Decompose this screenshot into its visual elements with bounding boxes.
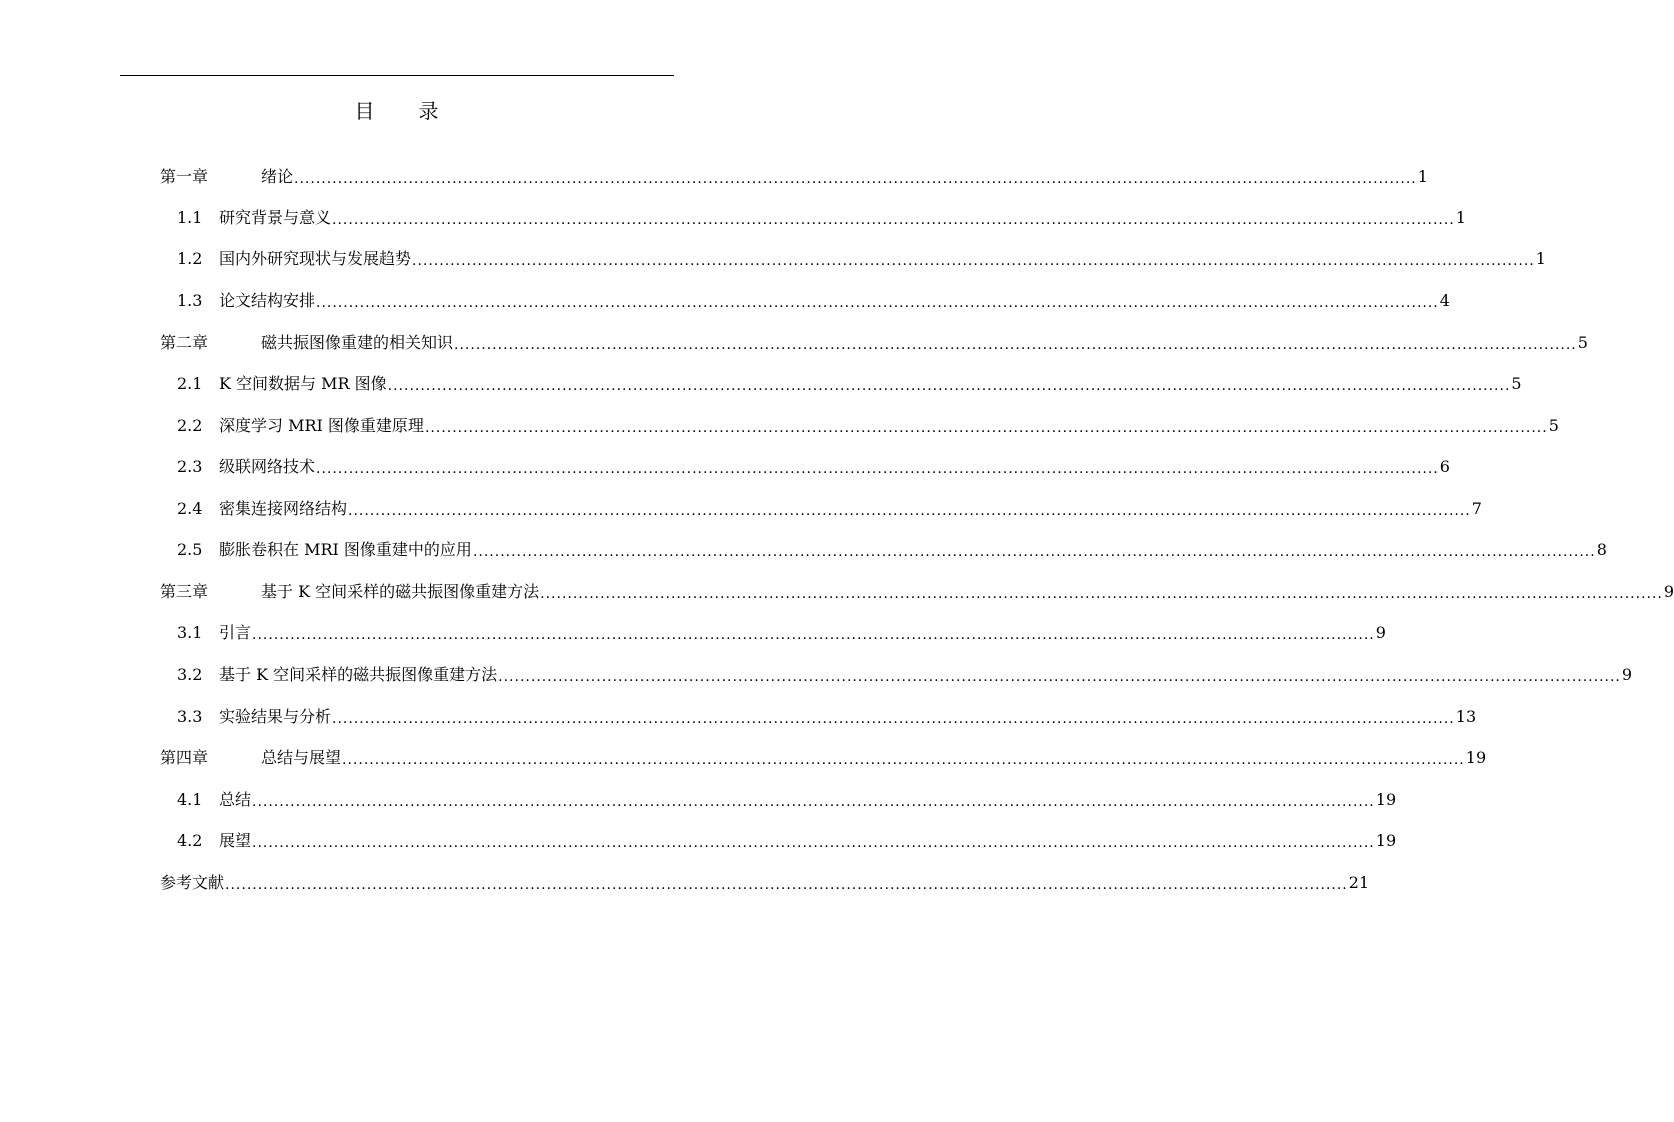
toc-entry-page: 19	[1375, 790, 1397, 809]
toc-entry-title: 级联网络技术	[219, 457, 316, 476]
toc-entry-page: 9	[1663, 582, 1674, 601]
toc-entry-page: 1	[1417, 167, 1428, 186]
toc-entry-page: 7	[1471, 499, 1482, 518]
toc-entry-title: 基于 K 空间采样的磁共振图像重建方法	[261, 582, 540, 601]
toc-entry-page: 1	[1455, 208, 1466, 227]
toc-entry-title: 总结与展望	[261, 748, 342, 767]
dot-leader: ..............................................................................................................................................................................................................	[387, 378, 1511, 394]
toc-entry-page: 9	[1375, 623, 1386, 642]
toc-entry-title: 实验结果与分析	[219, 707, 332, 726]
toc-entry-number: 3.1	[177, 623, 203, 642]
dot-leader: ..............................................................................................................................................................................................................	[540, 586, 1663, 602]
toc-entry[interactable]	[177, 654, 1633, 696]
dot-leader: ..............................................................................................................................................................................................................	[412, 253, 1535, 269]
toc-entry-page: 21	[1348, 873, 1370, 892]
toc-entry[interactable]	[177, 363, 1522, 405]
toc-entry-number: 2.3	[177, 457, 203, 476]
dot-leader: ..............................................................................................................................................................................................................	[472, 544, 1596, 560]
toc-entry-number: 3.3	[177, 707, 203, 726]
toc-entry-title: 深度学习 MRI 图像重建原理	[219, 416, 424, 435]
toc-entry-number: 2.1	[177, 374, 203, 393]
toc-entry[interactable]	[177, 612, 1386, 654]
toc-entry-number: 2.4	[177, 499, 203, 518]
toc-entry-page: 13	[1455, 707, 1477, 726]
toc-entry[interactable]	[177, 405, 1559, 447]
dot-leader: ..............................................................................................................................................................................................................	[454, 337, 1577, 353]
toc-entry-title: 膨胀卷积在 MRI 图像重建中的应用	[219, 540, 472, 559]
dot-leader: ..............................................................................................................................................................................................................	[225, 877, 1348, 893]
toc-title-char-1: 目	[354, 99, 375, 123]
toc-entry-title: 论文结构安排	[219, 291, 316, 310]
dot-leader: ..............................................................................................................................................................................................................	[498, 669, 1621, 685]
toc-entry-title: 总结	[219, 790, 252, 809]
toc-entry-number: 3.2	[177, 665, 203, 684]
toc-entry-title: K 空间数据与 MR 图像	[219, 374, 387, 393]
toc-entry-page: 1	[1535, 249, 1546, 268]
toc-entry[interactable]	[177, 238, 1546, 280]
toc-entry[interactable]	[160, 571, 1674, 613]
toc-entry[interactable]	[177, 696, 1477, 738]
toc-entry-number: 第二章	[160, 333, 209, 352]
toc-entry-page: 6	[1439, 457, 1450, 476]
toc-entry-page: 19	[1375, 831, 1397, 850]
dot-leader: ..............................................................................................................................................................................................................	[342, 752, 1465, 768]
toc-entry-number: 第四章	[160, 748, 209, 767]
toc-entry-number: 第三章	[160, 582, 209, 601]
toc-entry-number: 1.2	[177, 249, 203, 268]
dot-leader: ..............................................................................................................................................................................................................	[332, 212, 1455, 228]
toc-entry[interactable]	[177, 779, 1397, 821]
toc-entry-page: 5	[1511, 374, 1522, 393]
toc-entry-number: 4.2	[177, 831, 203, 850]
dot-leader: ..............................................................................................................................................................................................................	[252, 794, 1375, 810]
toc-entry-title: 绪论	[261, 167, 294, 186]
toc-entry-page: 5	[1548, 416, 1559, 435]
toc-title	[0, 97, 793, 125]
toc-entry-title: 密集连接网络结构	[219, 499, 348, 518]
toc-entry[interactable]	[177, 488, 1482, 530]
toc-entry[interactable]	[177, 280, 1450, 322]
toc-entry-title: 磁共振图像重建的相关知识	[261, 333, 454, 352]
toc-entry-page: 5	[1577, 333, 1588, 352]
header-rule	[120, 75, 674, 76]
toc-entry-title: 展望	[219, 831, 252, 850]
toc-entry-number: 1.3	[177, 291, 203, 310]
dot-leader: ..............................................................................................................................................................................................................	[294, 171, 1417, 187]
toc-entry-number: 4.1	[177, 790, 203, 809]
toc-entry-page: 9	[1621, 665, 1633, 684]
dot-leader: ..............................................................................................................................................................................................................	[348, 503, 1471, 519]
toc-entry-title: 研究背景与意义	[219, 208, 332, 227]
toc-entry[interactable]	[160, 322, 1588, 364]
toc-entry[interactable]	[160, 862, 1370, 904]
dot-leader: ..............................................................................................................................................................................................................	[252, 835, 1375, 851]
toc-entry-title: 基于 K 空间采样的磁共振图像重建方法	[219, 665, 498, 684]
toc-entry[interactable]	[177, 197, 1466, 239]
toc-entry-title: 参考文献	[160, 873, 225, 892]
dot-leader: ..............................................................................................................................................................................................................	[316, 295, 1439, 311]
toc-entry[interactable]	[177, 446, 1450, 488]
toc-entry-number: 第一章	[160, 167, 209, 186]
toc-title-char-2: 录	[418, 99, 439, 123]
toc-entry[interactable]	[177, 529, 1607, 571]
toc-entry-page: 4	[1439, 291, 1450, 310]
toc-entry-title: 引言	[219, 623, 252, 642]
dot-leader: ..............................................................................................................................................................................................................	[332, 711, 1455, 727]
toc-entry-page: 19	[1465, 748, 1487, 767]
toc-entry-number: 1.1	[177, 208, 203, 227]
toc-entry[interactable]	[177, 820, 1397, 862]
toc-entry[interactable]	[160, 737, 1487, 779]
toc-entry-title: 国内外研究现状与发展趋势	[219, 249, 412, 268]
dot-leader: ..............................................................................................................................................................................................................	[316, 461, 1439, 477]
dot-leader: ..............................................................................................................................................................................................................	[252, 627, 1375, 643]
toc-entry-number: 2.5	[177, 540, 203, 559]
dot-leader: ..............................................................................................................................................................................................................	[424, 420, 1548, 436]
toc-entry-page: 8	[1596, 540, 1607, 559]
toc-entry-number: 2.2	[177, 416, 203, 435]
toc-entry[interactable]	[160, 156, 1428, 198]
